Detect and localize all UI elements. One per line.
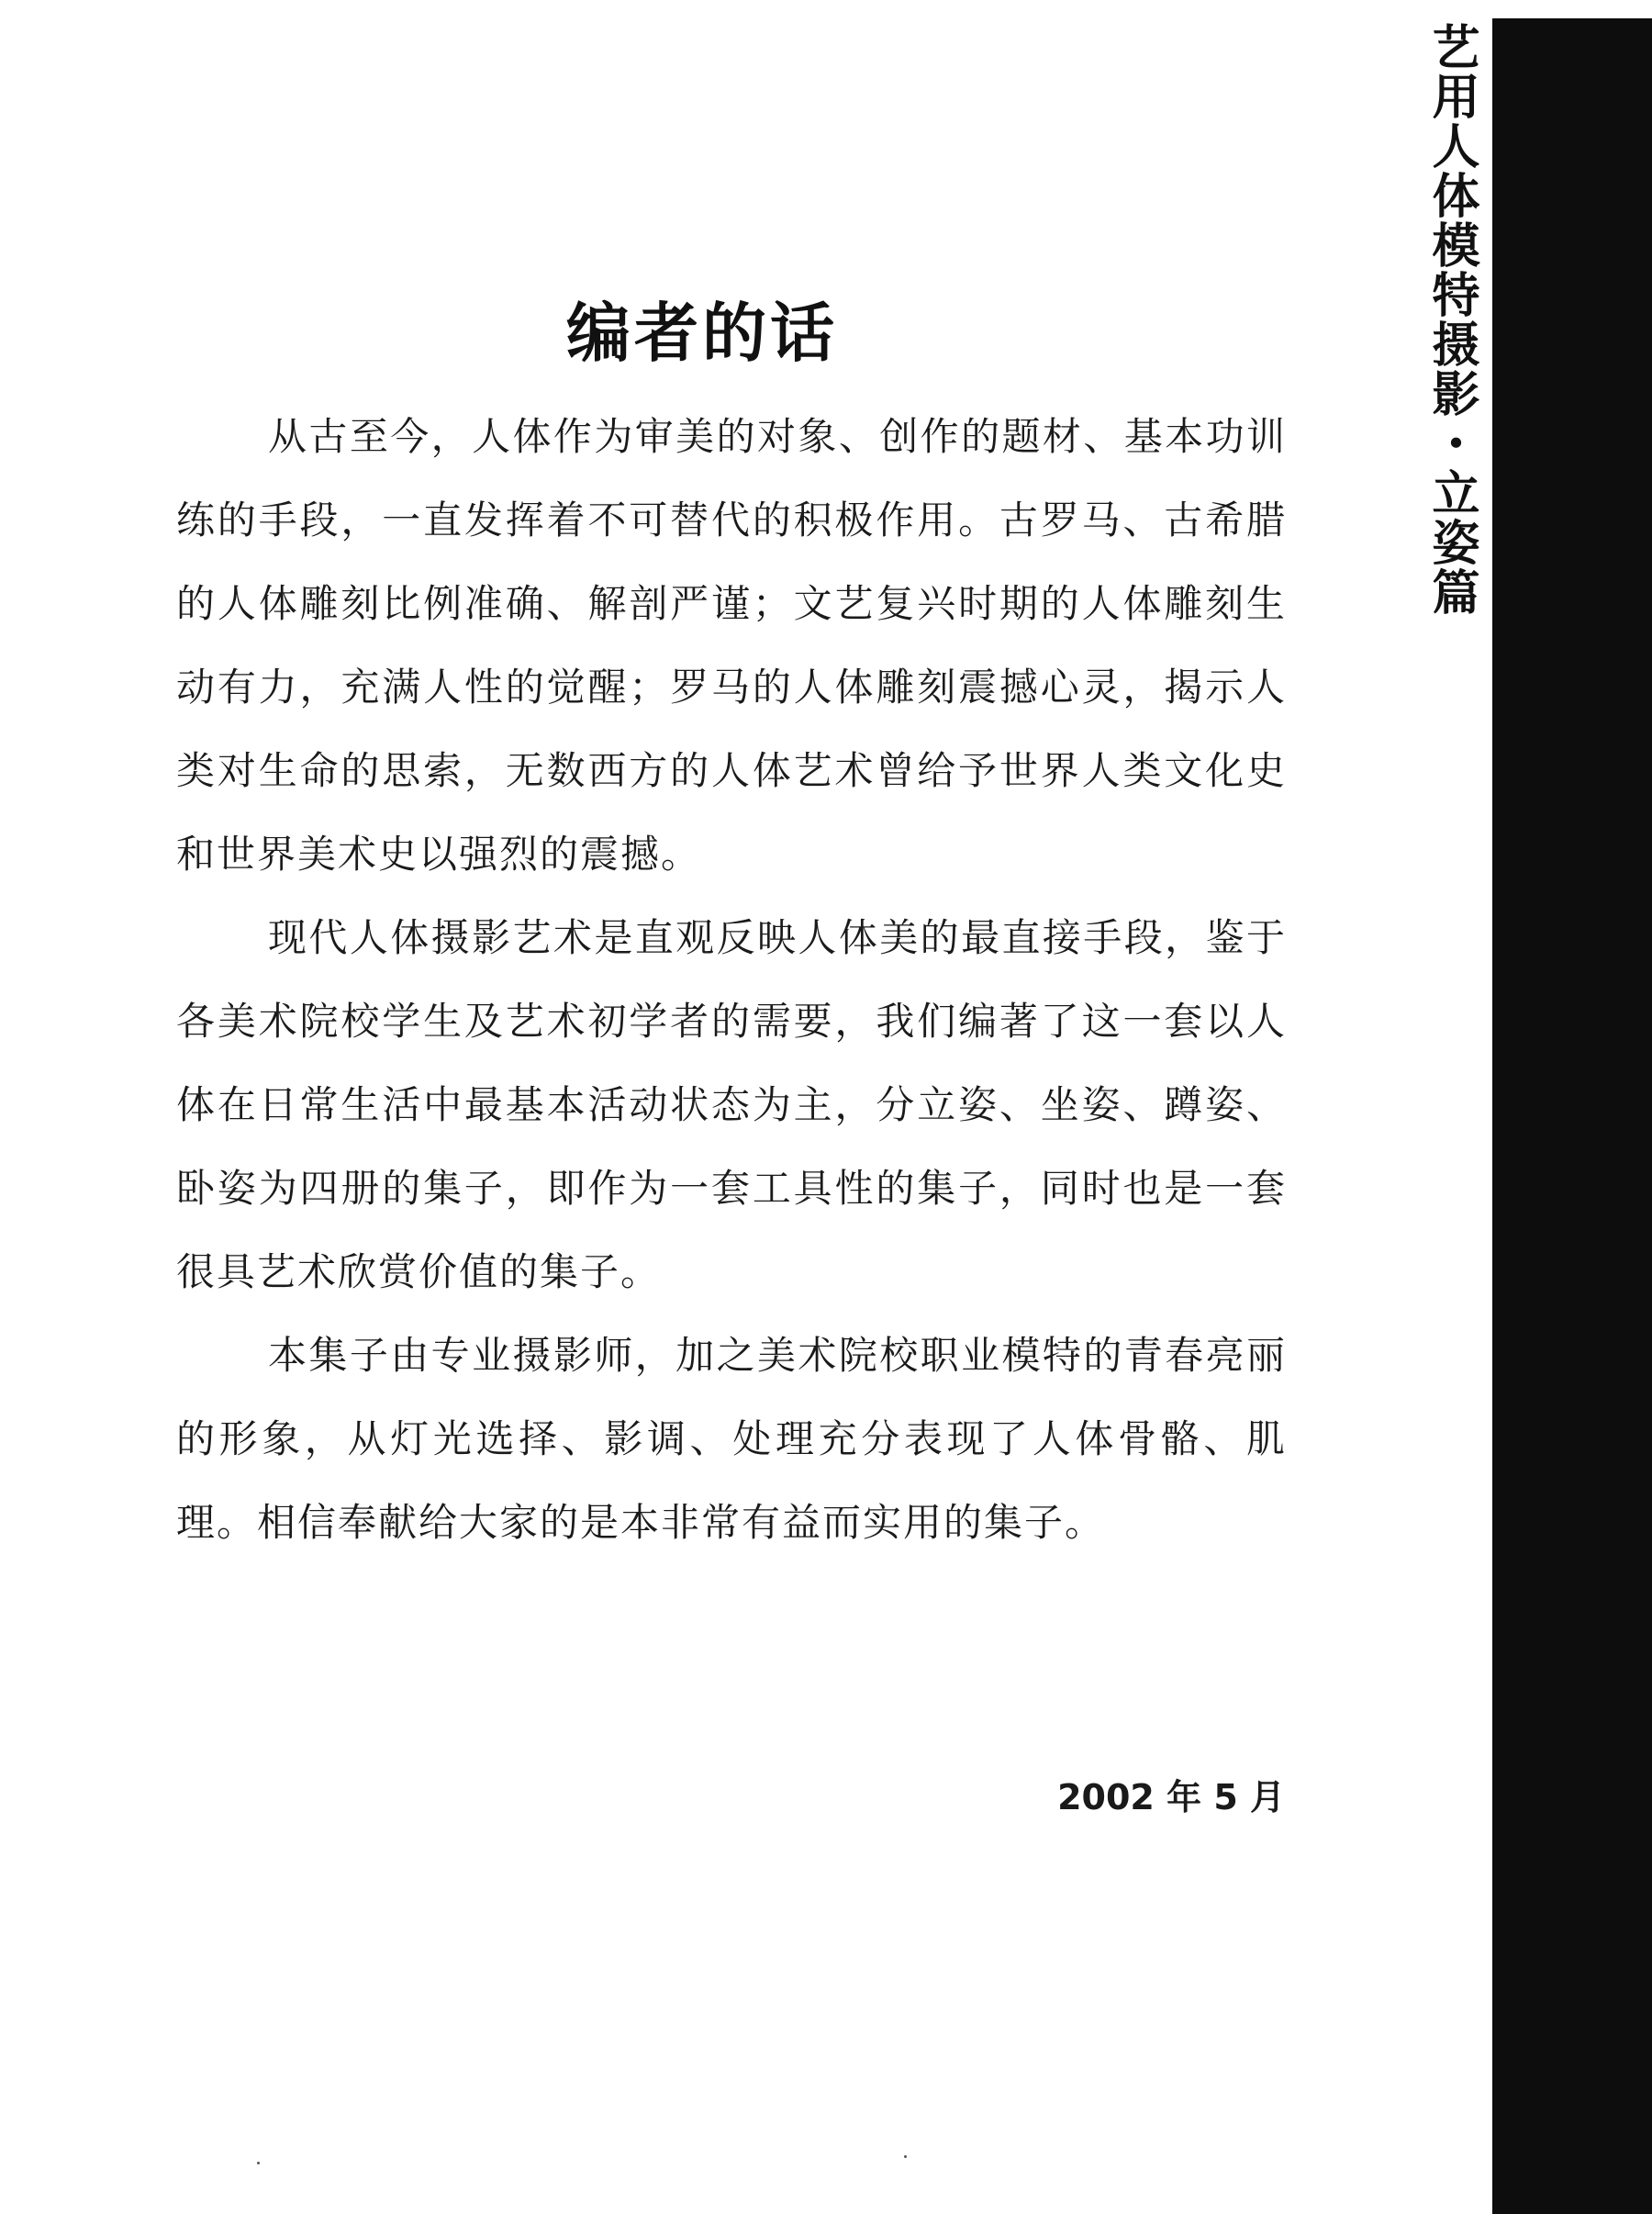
side-book-title: 艺用人体模特摄影・立姿篇 <box>1423 22 1479 617</box>
paragraph-2: 现代人体摄影艺术是直观反映人体美的最直接手段，鉴于各美术院校学生及艺术初学者的需要，我们编著了这一套以人体在日常生活中最基本活动状态为主，分立姿、坐姿、蹲姿、卧姿为四册的集子，即作为一套工具性的集子，同时也是一套很具艺术欣赏价值的集子。 <box>176 915 1287 1294</box>
scan-speck <box>904 2155 907 2158</box>
date-signature: 2002 年 5 月 <box>1057 1777 1285 1817</box>
scan-speck <box>257 2162 260 2164</box>
page-title: 编者的话 <box>566 295 838 371</box>
paragraph-3: 本集子由专业摄影师，加之美术院校职业模特的青春亮丽的形象，从灯光选择、影调、处理充分表现了人体骨骼、肌理。相信奉献给大家的是本非常有益而实用的集子。 <box>176 1333 1287 1545</box>
side-black-bar <box>1492 18 1652 2214</box>
body-text <box>176 395 1287 1564</box>
paragraph-1: 从古至今，人体作为审美的对象、创作的题材、基本功训练的手段，一直发挥着不可替代的积极作用。古罗马、古希腊的人体雕刻比例准确、解剖严谨；文艺复兴时期的人体雕刻生动有力，充满人性的觉醒；罗马的人体雕刻震撼心灵，揭示人类对生命的思索，无数西方的人体艺术曾给予世界人类文化史和世界美术史以强烈的震撼。 <box>176 414 1287 877</box>
